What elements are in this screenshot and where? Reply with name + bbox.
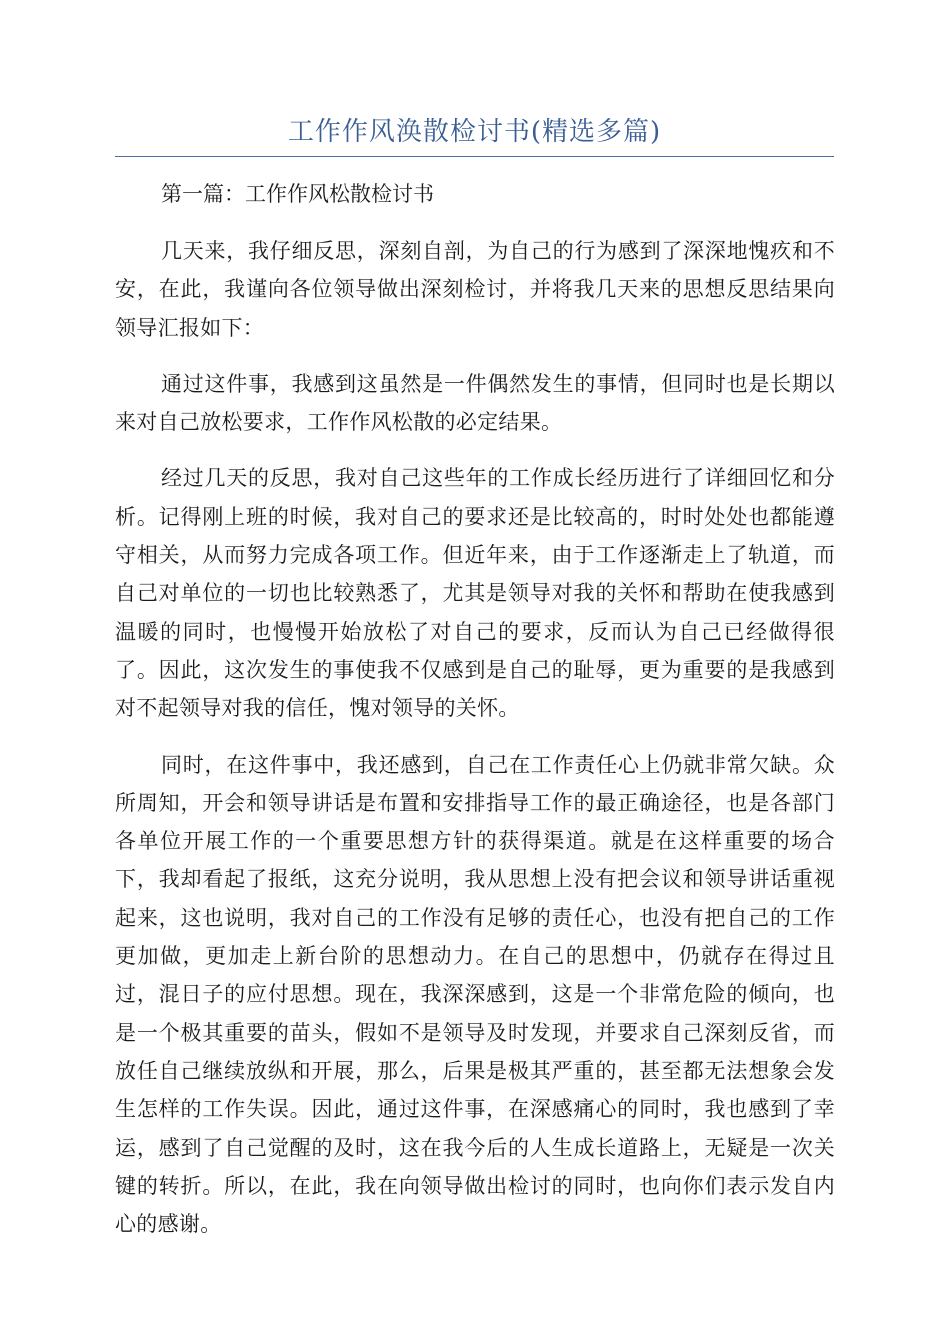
paragraph-1: 几天来，我仔细反思，深刻自剖，为自己的行为感到了深深地愧疚和不安，在此，我谨向各位领导做出深刻检讨，并将我几天来的思想反思结果向领导汇报如下： [115,239,835,340]
section-heading: 第一篇：工作作风松散检讨书 [161,182,434,206]
document-body [115,176,835,1261]
paragraph-4: 同时，在这件事中，我还感到，自己在工作责任心上仍就非常欠缺。众所周知，开会和领导讲话是布置和安排指导工作的最正确途径，也是各部门各单位开展工作的一个重要思想方针的获得渠道。就是在这样重要的场合下，我却看起了报纸，这充分说明，我从思想上没有把会议和领导讲话重视起来，这也说明，我对自己的工作没有足够的责任心，也没有把自己的工作更加做，更加走上新台阶的思想动力。在自己的思想中，仍就存在得过且过，混日子的应付思想。现在，我深深感到，这是一个非常危险的倾向，也是一个极其重要的苗头，假如不是领导及时发现，并要求自己深刻反省，而放任自己继续放纵和开展，那么，后果是极其严重的，甚至都无法想象会发生怎样的工作失误。因此，通过这件事，在深感痛心的同时，我也感到了幸运，感到了自己觉醒的及时，这在我今后的人生成长道路上，无疑是一次关键的转折。所以，在此，我在向领导做出检讨的同时，也向你们表示发自内心的感谢。 [115,752,835,1237]
document-title: 工作作风涣散检讨书(精选多篇) [287,117,662,147]
paragraph-2: 通过这件事，我感到这虽然是一件偶然发生的事情，但同时也是长期以来对自己放松要求，工作作风松散的必定结果。 [115,371,835,435]
paragraph-3: 经过几天的反思，我对自己这些年的工作成长经历进行了详细回忆和分析。记得刚上班的时候，我对自己的要求还是比较高的，时时处处也都能遵守相关，从而努力完成各项工作。但近年来，由于工作逐渐走上了轨道，而自己对单位的一切也比较熟悉了，尤其是领导对我的关怀和帮助在使我感到温暖的同时，也慢慢开始放松了对自己的要求，反而认为自己已经做得很了。因此，这次发生的事使我不仅感到是自己的耻辱，更为重要的是我感到对不起领导对我的信任，愧对领导的关怀。 [115,466,835,721]
title-block [115,112,834,157]
